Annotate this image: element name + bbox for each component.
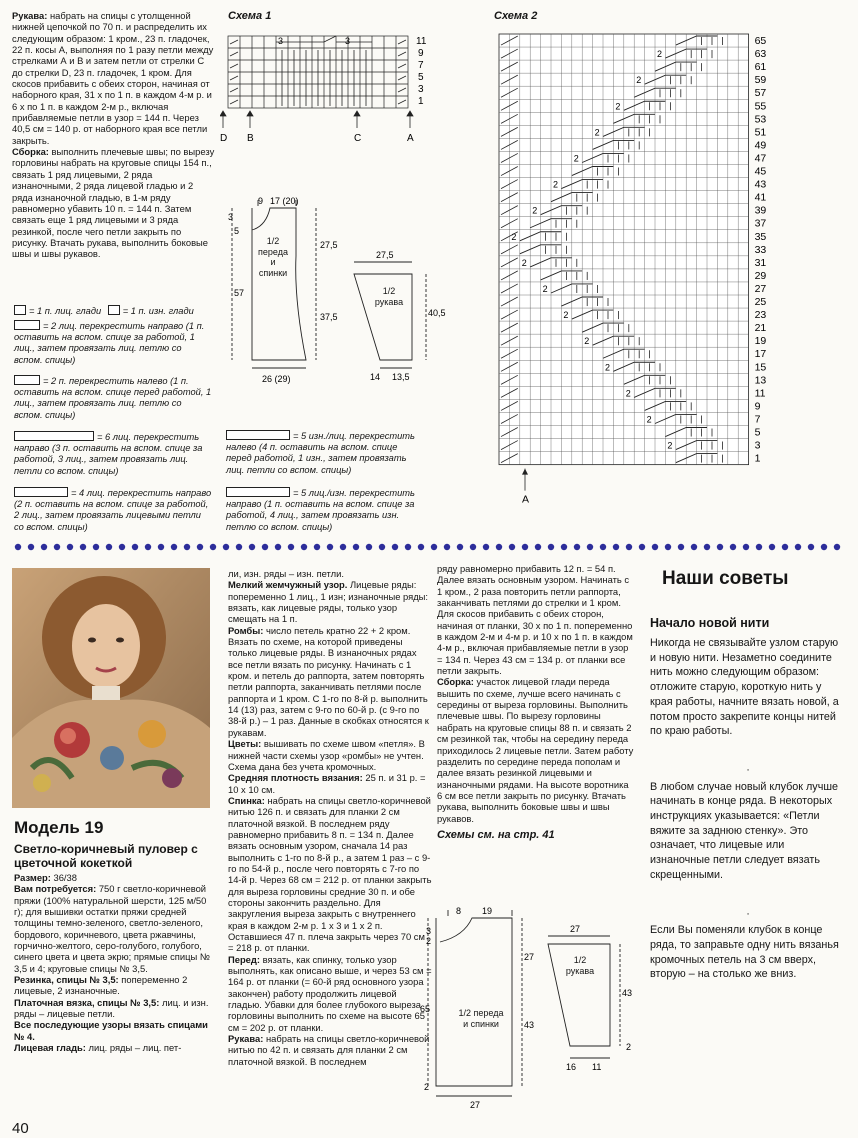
legend-row: = 4 лиц. перекрестить направо (2 п. оставить на вспом. спице за работой, 2 лиц., затем провязать лицевыми петли со вспом. спицы) — [14, 488, 212, 532]
pattern1-dim: 27,5 — [320, 240, 338, 250]
pattern-diagram-2 — [420, 900, 640, 1115]
divider-dot — [93, 544, 99, 550]
schema1-row-number: 11 — [416, 36, 427, 47]
page-number: 40 — [12, 1120, 29, 1137]
schema2-cell-number: 2 — [542, 283, 548, 294]
divider-dot — [197, 544, 203, 550]
schema1-chart — [220, 28, 450, 148]
legend-row: = 1 п. лиц. глади = 1 п. изн. глади — [14, 305, 212, 317]
pattern2-dim: 65 — [420, 1004, 431, 1014]
divider-dot — [80, 544, 86, 550]
divider-dot — [457, 544, 463, 550]
divider-dot — [444, 544, 450, 550]
pattern1-dim: 26 (29) — [262, 374, 291, 384]
divider-dot — [275, 544, 281, 550]
tips-paragraph: Никогда не связывайте узлом старую и новую нити. Незаметно соедините нить можно следующим образом: отложите старую, короткую нить у края работы, начните вязать новой, а потом просто закрепите концы нитей по краю работы. — [650, 637, 839, 738]
divider-dot — [574, 544, 580, 550]
divider-dot — [821, 544, 827, 550]
model-title: Модель 19 — [14, 818, 104, 837]
instructions-column-3: ряду равномерно прибавить 12 п. = 54 п. Далее вязать основным узором. Начинать с 1 кром., 2 раза повторить петли раппорта, заканчивать петлями до стрелки и 1 кром. Для скосов прибавить с обеих сторон, начиная от планки, 30 х по 1 п. попеременно в каждом 2-м и 4-м р. и 10 х по 1 п. в каждом 4-м р., включая прибавляемые петли в узор = 134 п. Через 43 см = 134 р. от планки все петли закрыть. Сборка: участок лицевой глади переда вышить по схеме, лучше всего начинать с середины от выреза горловины. Выполнить плечевые швы. По вырезу горловины набрать на круговые спицы 88 п. и связать 2 см резинкой так, чтобы на середину переда приходилось 2 лицевые петли. Затем работу разделить по середине переда пополам и далее вязать резинкой лицевыми и изнаночными рядами. На высоте воротника 6 см все петли закрыть по рисунку. Втачать рукава, выполнить боковые швы и швы рукавов. Схемы см. на стр. 41 — [437, 563, 634, 841]
divider-dot — [119, 544, 125, 550]
divider-dot — [613, 544, 619, 550]
schemes-reference: Схемы см. на стр. 41 — [437, 828, 555, 841]
divider-dot — [184, 544, 190, 550]
divider-dot — [535, 544, 541, 550]
pattern2-dim: 11 — [592, 1062, 602, 1072]
schema2-cell-number: 2 — [667, 440, 673, 451]
schema2-row-number: 53 — [754, 113, 767, 126]
schema2-cell-number: 2 — [605, 362, 611, 373]
schema2-row-number: 5 — [754, 426, 761, 439]
divider-dot — [28, 544, 34, 550]
schema2-row-number: 9 — [754, 400, 761, 413]
schema2-row-number: 1 — [754, 452, 761, 465]
pattern2-dim: 19 — [482, 906, 493, 916]
schema2-cell-number: 2 — [657, 49, 663, 60]
divider-dot — [509, 544, 515, 550]
divider-dot — [756, 544, 762, 550]
schema2-cell-number: 2 — [553, 179, 559, 190]
model-materials: Размер: 36/38 Вам потребуется: 750 г светло-коричневой пряжи (100% натуральной шерсти, 125 м/50 г); для вышивки остатки пряжи средней толщины темно-зеленого, светло-зеленого, бордового, коричневого, цвета ржавчины, горчично-желтого, серо-голубого, голубого, синего цвета и цвета экрю; прямые спицы № 3,5 и 4; круговые спицы № 3,5. Резинка, спицы № 3,5: попеременно 2 лицевые, 2 изнаночные. Платочная вязка, спицы № 3,5: лиц. и изн. ряды – лицевые петли. Все последующие узоры вязать спицами № 4. Лицевая гладь: лиц. ряды – лиц. пет- — [14, 872, 210, 1054]
schema2-arrow-label: A — [522, 493, 530, 506]
schema2-row-number: 27 — [754, 282, 767, 295]
schema2-cell-number: 2 — [532, 205, 538, 216]
pattern2-dim: 2 — [426, 936, 432, 946]
divider-dot — [379, 544, 385, 550]
cross-left-5-icon — [226, 430, 290, 440]
divider-dot — [704, 544, 710, 550]
tips-text — [650, 636, 846, 982]
model-subtitle: Светло-коричневый пуловер с цветочной кокеткой — [14, 842, 198, 870]
schema1-arrow-label: D — [220, 133, 228, 144]
sleeve-body: набрать на спицы с утолщенной нижней цепочкой по 70 п. и распределить их следующим образом: 1 кром., 23 п. гладочек, 22 п. косы А, выполняя по 1 разу петли между стрелками А и В и затем петли от стрелки С до стрелки D, 23 п. гладочек, 1 кром. Для скосов прибавить с обеих сторон, начиная от наборного края, 31 х по 1 п. в каждом 4-м р. и 6 х по 1 п. в каждом 2-м р., включая прибавляемые петли в узор = 144 п. Через 40,5 см = 140 р. от наборного края все петли закрыть. — [12, 10, 214, 146]
divider-dot — [470, 544, 476, 550]
tips-paragraph: В любом случае новый клубок лучше начинать в конце ряда. В некоторых инструкциях указывается: «Петли вяжите за заднюю стенку». Это означает, что лицевые или изнаночные петли следует вязать скрещенными. — [650, 780, 839, 881]
pattern1-sleeve-label: 1/2 рукава — [374, 286, 404, 307]
cross-right-5-icon — [226, 487, 290, 497]
divider-dot — [678, 544, 684, 550]
schema1-arrow-label: C — [354, 133, 362, 144]
divider-dot — [808, 544, 814, 550]
divider-dot — [496, 544, 502, 550]
divider-dot — [132, 544, 138, 550]
schema1-cable-number: 3 — [278, 36, 284, 46]
divider-dot — [171, 544, 177, 550]
instructions-column-2: ли, изн. ряды – изн. петли. Мелкий жемчужный узор. Лицевые ряды: попеременно 1 лиц., 1 изн; изнаночные ряды: вязать, как лицевые ряды, только узор смещать на 1 п. Ромбы: число петель кратно 22 + 2 кром. Вязать по схеме, на которой приведены только лицевые ряды. В изнаночных рядах все петли вязать по рисунку. Начинать с 1 кром. и петель до раппорта, затем повторять петли раппорта, заканчивать петлями после раппорта и 1 кром. С 1-го по 8-й р. выполнить 14 (13) раз, затем с 9-го по 60-й р. (с 9-го по 38-й р.) – 1 раз. Данные в скобках относятся к рукавам. Цветы: вышивать по схеме швом «петля». В нижней части схемы узор «ромбы» не учтен. Схема дана без учета кромочных. Средняя плотность вязания: 25 п. и 31 р. = 10 х 10 см. Спинка: набрать на спицы светло-коричневой нитью 126 п. и связать для планки 2 см платочной вязкой. В последнем ряду равномерно прибавить 8 п. = 134 п. Далее вязать основным узором, сначала 14 раз выполнить с 1-го по 8-й р., а затем 1 раз – с 9-го по 54-й р., после чего повторять с 7-го по 14-й р. Через 68 см = 212 р. от планки закрыть для выреза горловины средние 30 п. и обе стороны закончить раздельно. Для закругления выреза закрыть с внутреннего края в каждом 2-м р. 1 х 3 и 1 х 2 п. Оставшиеся 47 п. плеча закрыть через 70 см = 218 р. от планки. Перед: вязать, как спинку, только узор выполнять, как описано выше, и через 53 см = 164 р. от планки (= 60-й ряд основного узора закончен) работу продолжить лицевой гладью. Убавки для более глубокого выреза горловины выполнить по схеме на высоте 65 см = 202 р. от планки. Рукава: набрать на спицы светло-коричневой нитью по 42 п. и связать для планки 2 см платочной вязкой. В последнем — [228, 568, 432, 1067]
pattern1-dim: 57 — [234, 288, 245, 298]
schema1-row-number: 5 — [418, 72, 424, 83]
divider-dot — [639, 544, 645, 550]
schema2-row-number: 47 — [754, 152, 767, 165]
schema2-row-number: 65 — [754, 35, 767, 47]
pattern2-dim: 27 — [524, 952, 535, 962]
pattern2-dim: 8 — [456, 906, 462, 916]
divider-dot — [67, 544, 73, 550]
divider-dot — [54, 544, 60, 550]
pattern2-dim: 27 — [470, 1100, 481, 1110]
divider-dot — [210, 544, 216, 550]
model-photo — [12, 568, 210, 808]
pattern1-dim: 14 — [370, 372, 381, 382]
divider-dot — [314, 544, 320, 550]
divider-dot — [327, 544, 333, 550]
pattern1-dim: 37,5 — [320, 312, 338, 322]
cross-right-4-icon — [14, 487, 68, 497]
schema2-row-number: 3 — [754, 439, 761, 452]
divider-dot — [782, 544, 788, 550]
schema2-row-number: 45 — [754, 165, 767, 178]
sleeve-label: Рукава: — [12, 10, 48, 21]
schema2-row-number: 57 — [754, 87, 767, 100]
tips-paragraph: Если Вы поменяли клубок в конце ряда, то заправьте одну нить вязанья кромочных петель на 3 см вверх, вторую – на столько же вниз. — [650, 924, 839, 981]
schema2-row-number: 7 — [754, 413, 761, 426]
pattern2-dim: 43 — [622, 988, 633, 998]
pattern1-dim: 40,5 — [428, 308, 446, 318]
schema2-row-number: 21 — [754, 322, 767, 335]
schema2-row-number: 37 — [754, 217, 767, 230]
tips-subtitle: Начало новой нити — [650, 616, 770, 630]
pattern1-front-label: 1/2 переда и спинки — [258, 236, 288, 278]
schema2-cell-number: 2 — [573, 153, 579, 164]
assembly-label: Сборка: — [12, 146, 49, 158]
schema1-cable-number: 3 — [345, 36, 351, 46]
pattern2-front-label: 1/2 переда и спинки — [458, 1008, 504, 1029]
schema2-arrow-head — [522, 469, 528, 475]
schema1-row-number: 7 — [418, 60, 424, 71]
schema2-row-number: 41 — [754, 191, 767, 204]
schema2-row-number: 49 — [754, 139, 767, 152]
divider-dot — [301, 544, 307, 550]
pattern1-dim: 3 — [228, 212, 234, 222]
schema1-legend-row: = 5 лиц./изн. перекрестить направо (1 п. оставить на вспом. спице за работой, 4 лиц., затем провязать изн. петлю со вспом. спицы) — [226, 488, 415, 532]
pattern2-dim: 2 — [424, 1082, 430, 1092]
divider-dot — [158, 544, 164, 550]
schema1-arrow-label: B — [247, 133, 254, 144]
divider-dot — [431, 544, 437, 550]
divider-dot — [834, 544, 840, 550]
divider-dot — [288, 544, 294, 550]
schema2-row-number: 25 — [754, 296, 767, 308]
schema2-row-number: 35 — [754, 230, 767, 243]
divider-dot — [353, 544, 359, 550]
divider-dot — [587, 544, 593, 550]
schema1-row-number: 1 — [418, 96, 424, 107]
divider-dot — [106, 544, 112, 550]
schema2-cell-number: 2 — [511, 231, 517, 242]
schema2-row-number: 11 — [754, 387, 766, 400]
divider-dot — [340, 544, 346, 550]
assembly-body: выполнить плечевые швы; по вырезу горловины набрать на круговые спицы 154 п., связать 1 ряд лицевыми, 2 ряда изнаночными, 2 ряда лицевой гладью и 2 ряда изнаночной гладью, в 1-м ряду равномерно убавить 10 п. = 144 п. Затем связать еще 1 ряд лицевыми и 3 ряда резинкой, после чего петли закрыть по рисунку. Втачать рукава, выполнить боковые швы и швы рукавов. — [12, 146, 215, 260]
divider-dot — [769, 544, 775, 550]
schema2-title: Схема 2 — [494, 10, 538, 22]
divider-dot — [418, 544, 424, 550]
divider-dot — [652, 544, 658, 550]
schema2-cell-number: 2 — [563, 310, 569, 321]
divider-dot — [483, 544, 489, 550]
tips-separator: · — [746, 907, 750, 920]
divider-dot — [236, 544, 242, 550]
pattern2-dim: 16 — [566, 1062, 577, 1072]
legend-row: = 2 п. перекрестить налево (1 п. оставить на вспом. спице перед работой, 1 лиц., затем провязать лиц. петлю со вспом. спицы) — [14, 376, 212, 420]
schema2-row-number: 51 — [754, 126, 767, 139]
schema1-legend-row: = 5 изн./лиц. перекрестить налево (4 п. оставить на вспом. спице перед работой, 1 изн., затем провязать лиц. петли со вспом. спицы) — [226, 431, 415, 475]
cross-left-2-icon — [14, 375, 40, 385]
schema2-row-number: 43 — [754, 178, 767, 191]
pattern1-dim: 9 — [258, 196, 264, 206]
tips-separator: · — [746, 763, 750, 776]
dotted-divider — [12, 540, 846, 554]
pattern1-dim: 17 (20) — [270, 196, 299, 206]
divider-dot — [600, 544, 606, 550]
schema2-chart — [495, 28, 835, 508]
divider-dot — [522, 544, 528, 550]
schema2-cell-number: 2 — [594, 127, 600, 138]
schema2-row-number: 31 — [754, 256, 767, 269]
divider-dot — [249, 544, 255, 550]
pattern2-dim: 2 — [626, 1042, 632, 1052]
schema2-row-number: 39 — [754, 204, 767, 217]
cross-right-6-icon — [14, 431, 94, 441]
schema2-row-number: 17 — [754, 348, 767, 361]
divider-dot — [262, 544, 268, 550]
schema2-cell-number: 2 — [646, 414, 652, 425]
divider-dot — [743, 544, 749, 550]
schema2-cell-number: 2 — [521, 257, 527, 268]
pattern1-dim: 13,5 — [392, 372, 410, 382]
divider-dot — [223, 544, 229, 550]
schema2-cell-number: 2 — [625, 388, 631, 399]
pattern1-dim: 5 — [234, 226, 240, 236]
schema2-row-number: 29 — [754, 269, 767, 282]
cross-right-2-icon — [14, 320, 40, 330]
pattern-diagram-1 — [222, 190, 450, 390]
schema1-row-number: 9 — [418, 48, 424, 59]
pattern2-dim: 27 — [570, 924, 581, 934]
divider-dot — [730, 544, 736, 550]
divider-dot — [392, 544, 398, 550]
knit-symbol-icon — [14, 305, 26, 315]
schema2-row-number: 55 — [754, 100, 767, 113]
sleeve-instructions — [12, 10, 215, 260]
divider-dot — [795, 544, 801, 550]
divider-dot — [561, 544, 567, 550]
schema2-row-number: 63 — [754, 48, 767, 61]
schema2-cell-number: 2 — [615, 101, 621, 112]
schema1-row-number: 3 — [418, 84, 424, 95]
schema2-row-number: 33 — [754, 243, 767, 256]
schema2-row-number: 15 — [754, 361, 767, 374]
schema2-row-number: 13 — [754, 374, 767, 387]
schema2-cell-number: 2 — [584, 336, 590, 347]
schema2-row-number: 23 — [754, 309, 767, 322]
divider-dot — [665, 544, 671, 550]
divider-dot — [717, 544, 723, 550]
divider-dot — [405, 544, 411, 550]
pattern2-sleeve-label: 1/2 рукава — [565, 955, 595, 976]
divider-dot — [366, 544, 372, 550]
pattern1-dim: 27,5 — [376, 250, 394, 260]
pattern2-dim: 43 — [524, 1020, 535, 1030]
pattern2-dim: 3 — [426, 926, 432, 936]
divider-dot — [145, 544, 151, 550]
schema2-row-number: 19 — [754, 335, 767, 348]
schema1-arrow-label: A — [407, 133, 414, 144]
divider-dot — [15, 544, 21, 550]
divider-dot — [691, 544, 697, 550]
divider-dot — [626, 544, 632, 550]
divider-dot — [548, 544, 554, 550]
tips-title: Наши советы — [662, 568, 789, 589]
schema2-row-number: 59 — [754, 74, 767, 87]
schema1-title: Схема 1 — [228, 10, 272, 22]
purl-symbol-icon — [108, 305, 120, 315]
legend-row: = 6 лиц. перекрестить направо (3 п. оставить на вспом. спице за работой, 3 лиц., затем провязать лиц. петли со вспом. спицы) — [14, 432, 203, 476]
schema2-row-number: 61 — [754, 61, 767, 74]
schema2-cell-number: 2 — [636, 75, 642, 86]
divider-dot — [41, 544, 47, 550]
legend-row: = 2 лиц. перекрестить направо (1 п. оставить на вспом. спице за работой, 1 лиц., затем провязать лиц. петлю со вспом. спицы) — [14, 321, 205, 365]
